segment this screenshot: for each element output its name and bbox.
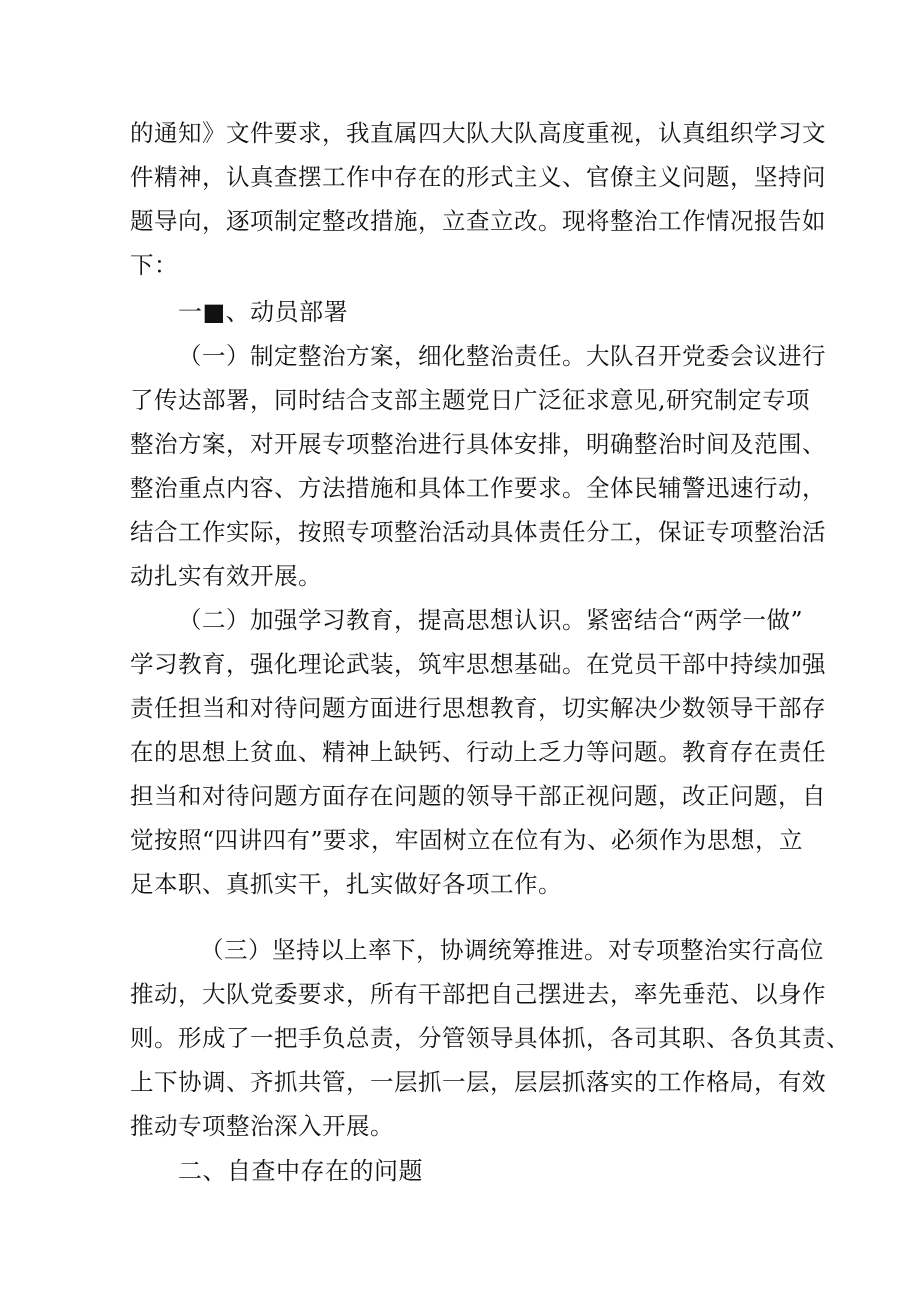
para1-line-2: 了传达部署，同时结合支部主题党日广泛征求意见,研究制定专项 <box>130 386 810 414</box>
para1-line-4: 整治重点内容、方法措施和具体工作要求。全体民辅警迅速行动， <box>130 474 826 502</box>
para3-line-4: 上下协调、齐抓共管，一层抓一层，层层抓落实的工作格局，有效 <box>130 1068 826 1096</box>
para1-line-5: 结合工作实际，按照专项整治活动具体责任分工，保证专项整治活 <box>130 518 826 546</box>
para3-line-5: 推动专项整治深入开展。 <box>130 1112 394 1140</box>
para2-line-3: 责任担当和对待问题方面进行思想教育，切实解决少数领导干部存 <box>130 694 826 722</box>
para3-line-3: 则。形成了一把手负总责，分管领导具体抓，各司其职、各负其责、 <box>130 1024 850 1052</box>
para1-line-6: 动扎实有效开展。 <box>130 562 322 590</box>
para2-line-5: 担当和对待问题方面存在问题的领导干部正视问题，改正问题，自 <box>130 782 826 810</box>
intro-line-2: 件精神，认真查摆工作中存在的形式主义、官僚主义问题，坚持问 <box>130 163 826 191</box>
section-heading-mobilization: 一■、动员部署 <box>178 298 349 326</box>
intro-line-3: 题导向，逐项制定整改措施，立查立改。现将整治工作情况报告如 <box>130 207 826 235</box>
para2-line-7: 足本职、真抓实干，扎实做好各项工作。 <box>130 870 562 898</box>
para3-line-1: （三）坚持以上率下，协调统筹推进。对专项整治实行高位 <box>200 936 824 964</box>
para2-line-2: 学习教育，强化理论武装，筑牢思想基础。在党员干部中持续加强 <box>130 650 826 678</box>
para2-line-4: 在的思想上贫血、精神上缺钙、行动上乏力等问题。教育存在责任 <box>130 738 826 766</box>
intro-line-4: 下： <box>130 251 178 279</box>
intro-line-1: 的通知》文件要求，我直属四大队大队高度重视，认真组织学习文 <box>130 119 826 147</box>
para1-line-1: （一）制定整治方案，细化整治责任。大队召开党委会议进行 <box>178 342 826 370</box>
section-heading-self-inspection: 二、自查中存在的问题 <box>178 1157 423 1185</box>
para1-line-3: 整治方案，对开展专项整治进行具体安排，明确整治时间及范围、 <box>130 430 826 458</box>
para2-line-1: （二）加强学习教育，提高思想认识。紧密结合“两学一做” <box>178 606 804 634</box>
para3-line-2: 推动，大队党委要求，所有干部把自己摆进去，率先垂范、以身作 <box>130 980 826 1008</box>
para2-line-6: 觉按照“四讲四有”要求，牢固树立在位有为、必须作为思想，立 <box>130 826 804 854</box>
